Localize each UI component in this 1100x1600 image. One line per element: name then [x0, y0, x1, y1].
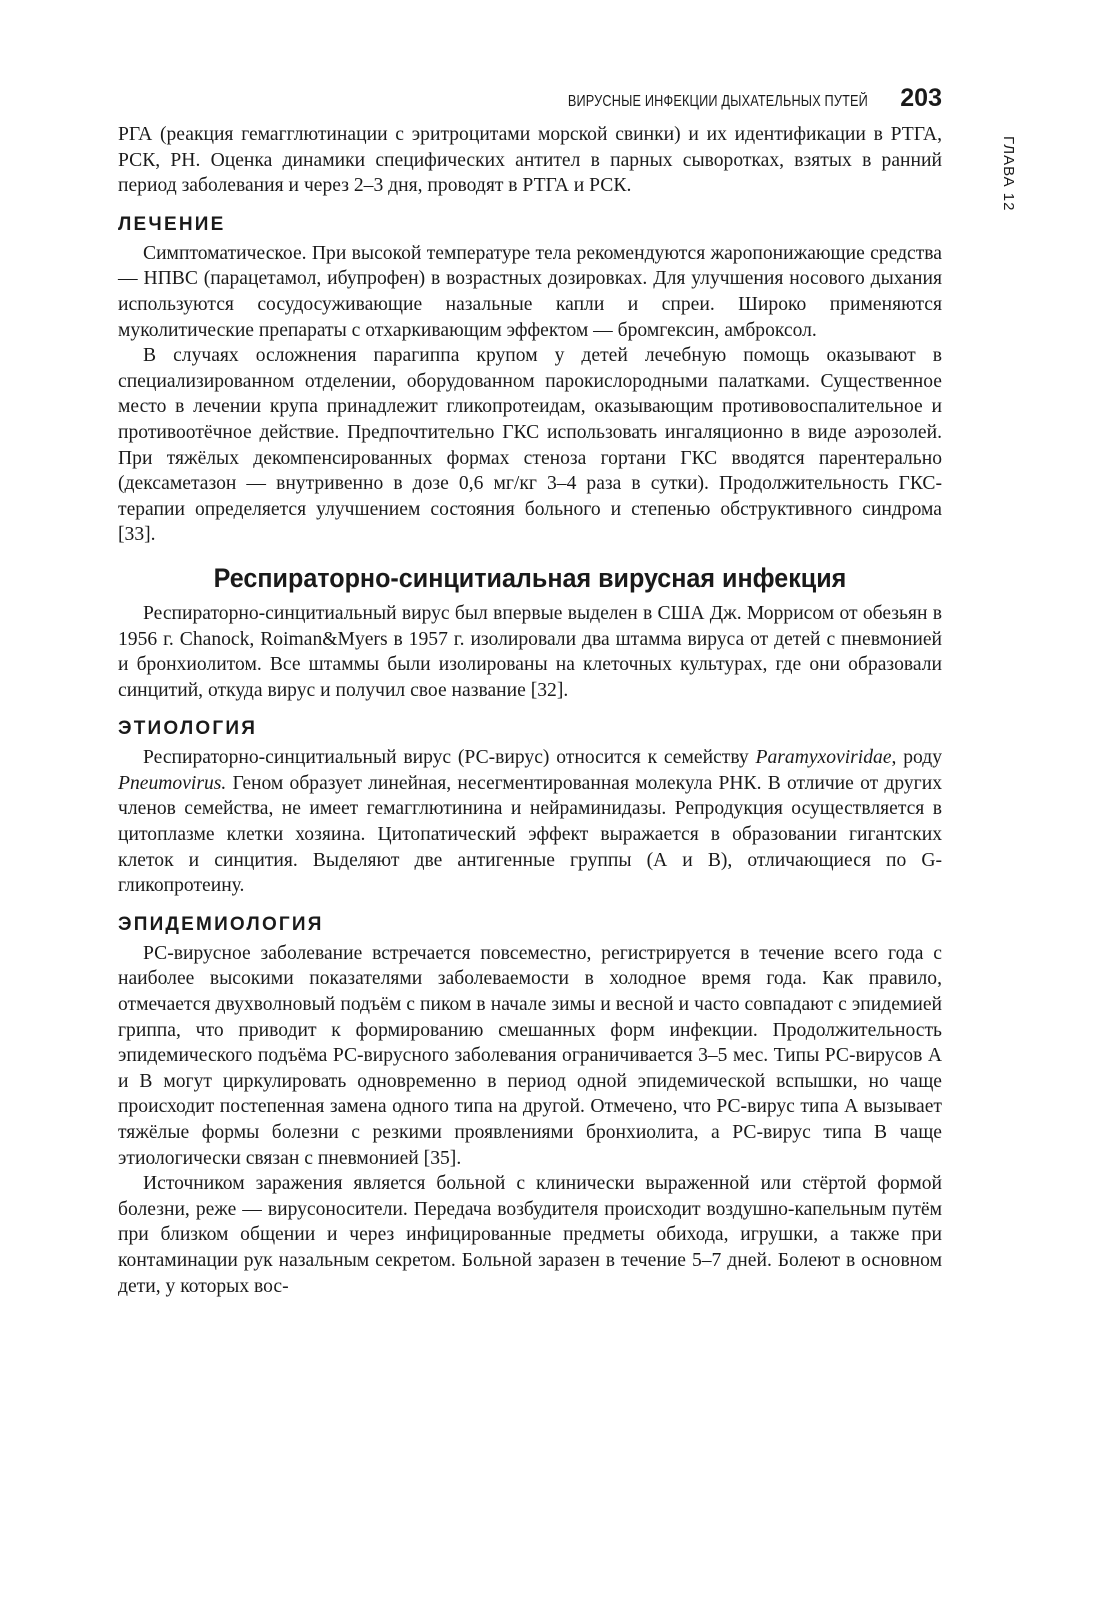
genus-name: Pneumovirus.: [118, 772, 227, 794]
etiology-text-1: Респираторно-синцитиальный вирус (РС-вирус) относится к семейству: [143, 747, 756, 769]
epidemiology-heading: ЭПИДЕМИОЛОГИЯ: [118, 913, 324, 935]
intro-paragraph: РГА (реакция гемагглютинации с эритроцитами морской свинки) и их идентификации в РТГА, РСК, РН. Оценка динамики специфических антител в парных сыворотках, взятых в ранний период заболевания и через 2–3 дня, проводят в РТГА и РСК.: [118, 124, 942, 197]
etiology-heading: ЭТИОЛОГИЯ: [118, 718, 258, 740]
epidemiology-paragraph-1: РС-вирусное заболевание встречается повсеместно, регистрируется в течение всего года с наиболее высокими показателями заболеваемости в холодное время года. Как правило, отмечается двухволновый подъём с пиком в начале зимы и весной и часто совпадают с эпидемией гриппа, что приводит к формированию смешанных форм инфекции. Продолжительность эпидемического подъёма РС-вирусного заболевания ограничивается 3–5 мес. Типы РС-вирусов А и В могут циркулировать одновременно в период одной эпидемической вспышки, но чаще происходит постепенная замена одного типа на другой. Отмечено, что РС-вирус типа А вызывает тяжёлые формы болезни с резкими проявлениями бронхиолита, а РС-вирус типа В чаще этиологически связан с пневмонией [35].: [118, 942, 942, 1169]
etiology-text-2: , роду: [891, 747, 942, 769]
etiology-paragraph: [118, 745, 942, 899]
section-intro-paragraph: Респираторно-синцитиальный вирус был впервые выделен в США Дж. Моррисом от обезьян в 1956 г. Chanock, Roiman&Myers в 1957 г. изолировали два штамма вируса от детей с пневмонией и бронхиолитом. Все штаммы были изолированы на клеточных культурах, где они образовали синцитий, откуда вирус и получил свое название [32].: [118, 602, 942, 701]
epidemiology-paragraph-2: Источником заражения является больной с клинически выраженной или стёртой формой болезни, реже — вирусоносители. Передача возбудителя происходит воздушно-капельным путём при близком общении и через инфицированные предметы обихода, игрушки, а также при контаминации рук назальным секретом. Больной заразен в течение 5–7 дней. Болеют в основном дети, у которых вос-: [118, 1173, 942, 1297]
book-page: [118, 84, 942, 1299]
page-number: 203: [900, 84, 942, 112]
running-header: [118, 84, 942, 118]
treatment-paragraph-2: В случаях осложнения парагиппа крупом у детей лечебную помощь оказывают в специализированном отделении, оборудованном парокислородными палатками. Существенное место в лечении крупа принадлежит гликопротеидам, оказывающим противовоспалительное и противоотёчное действие. Предпочтительно ГКС использовать ингаляционно в виде аэрозолей. При тяжёлых декомпенсированных формах стеноза гортани ГКС вводятся парентерально (дексаметазон — внутривенно в дозе 0,6 мг/кг 3–4 раза в сутки). Продолжительность ГКС-терапии определяется улучшением состояния больного и степенью обструктивного синдрома [33].: [118, 345, 942, 546]
chapter-tab: ГЛАВА 12: [1000, 136, 1017, 212]
etiology-text-3: Геном образует линейная, несегментированная молекула РНК. В отличие от других членов семейства, не имеет гемагглютинина и нейраминидазы. Репродукция осуществляется в цитоплазме клетки хозяина. Цитопатический эффект выражается в образовании гигантских клеток и синцития. Выделяют две антигенные группы (А и В), отличающиеся по G-гликопротеину.: [118, 772, 942, 897]
running-title: ВИРУСНЫЕ ИНФЕКЦИИ ДЫХАТЕЛЬНЫХ ПУТЕЙ: [568, 93, 869, 110]
family-name: Paramyxoviridae: [755, 747, 892, 769]
section-title: Респираторно-синцитиальная вирусная инфекция: [213, 562, 847, 593]
treatment-paragraph-1: Симптоматическое. При высокой температуре тела рекомендуются жаропонижающие средства — НПВС (парацетамол, ибупрофен) в возрастных дозировках. Для улучшения носового дыхания используются сосудосуживающие назальные капли и спреи. Широко применяются муколитические препараты с отхаркивающим эффектом — бромгексин, амброксол.: [118, 242, 942, 341]
treatment-heading: ЛЕЧЕНИЕ: [118, 213, 226, 235]
